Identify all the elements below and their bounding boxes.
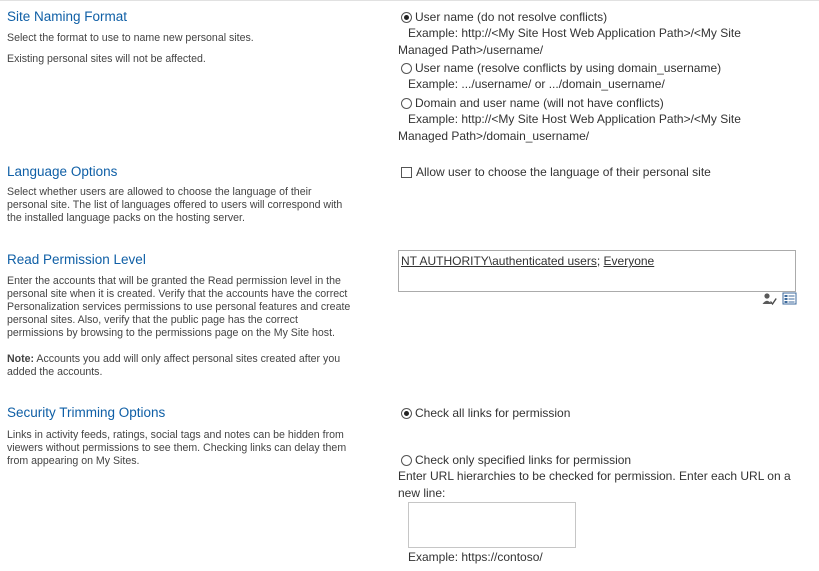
note-label: Note: bbox=[7, 353, 35, 365]
security-desc-2: viewers without permissions to see them. Checking links can delay them bbox=[7, 442, 347, 454]
top-divider bbox=[0, 0, 819, 1]
security-option-all[interactable] bbox=[401, 405, 570, 421]
url-hierarchies-textarea[interactable] bbox=[408, 502, 576, 548]
radio-username-no-resolve[interactable] bbox=[401, 12, 412, 23]
naming-option-domain-user[interactable] bbox=[401, 95, 664, 111]
language-desc-3: the installed language packs on the hosting server. bbox=[7, 212, 245, 224]
allow-language-checkbox[interactable] bbox=[401, 167, 412, 178]
security-trimming-title: Security Trimming Options bbox=[7, 405, 166, 420]
note-text: Accounts you add will only affect personal sites created after you bbox=[34, 353, 341, 365]
naming-option-username-label: User name (do not resolve conflicts) bbox=[415, 10, 608, 24]
naming-example-3-line2: Managed Path>/domain_username/ bbox=[398, 129, 590, 143]
read-permission-desc-5: permissions by browsing to the permissions page on the My Site host. bbox=[7, 327, 335, 339]
site-naming-desc-2: Existing personal sites will not be affected. bbox=[7, 53, 206, 65]
naming-option-username-resolve[interactable] bbox=[401, 60, 721, 76]
naming-option-username[interactable] bbox=[401, 9, 607, 25]
language-desc-2: personal site. The list of languages offered to users will correspond with bbox=[7, 199, 343, 211]
check-names-icon[interactable] bbox=[762, 292, 777, 311]
naming-example-2: Example: .../username/ or .../domain_username/ bbox=[408, 77, 665, 91]
site-naming-desc-1: Select the format to use to name new personal sites. bbox=[7, 32, 254, 44]
read-permission-people-picker[interactable] bbox=[398, 250, 796, 292]
read-permission-note bbox=[7, 353, 387, 366]
naming-example-3-line1: Example: http://<My Site Host Web Application Path>/<My Site bbox=[408, 112, 741, 126]
naming-option-username-resolve-label: User name (resolve conflicts by using domain_username) bbox=[415, 61, 722, 75]
security-desc-3: from appearing on My Sites. bbox=[7, 455, 140, 467]
radio-check-specified-links[interactable] bbox=[401, 455, 412, 466]
site-naming-title: Site Naming Format bbox=[7, 9, 128, 24]
read-permission-desc-4: personal sites. Also, verify that the public page has the correct bbox=[7, 314, 298, 326]
read-permission-desc-3: Personalization services permissions to use personal features and create bbox=[7, 301, 351, 313]
security-example: Example: https://contoso/ bbox=[408, 550, 543, 564]
language-checkbox-row[interactable] bbox=[401, 164, 711, 180]
naming-example-1-line1: Example: http://<My Site Host Web Application Path>/<My Site bbox=[408, 26, 741, 40]
radio-domain-username[interactable] bbox=[401, 98, 412, 109]
security-option-all-label: Check all links for permission bbox=[415, 406, 571, 420]
read-permission-note-2: added the accounts. bbox=[7, 366, 103, 378]
naming-example-1-line2: Managed Path>/username/ bbox=[398, 43, 544, 57]
language-desc-1: Select whether users are allowed to choose the language of their bbox=[7, 186, 312, 198]
address-book-icon[interactable] bbox=[782, 292, 797, 311]
naming-option-domain-user-label: Domain and user name (will not have conflicts) bbox=[415, 96, 664, 110]
security-instructions-2: new line: bbox=[398, 486, 446, 500]
read-permission-desc-2: personal site when it is created. Verify that the accounts have the correct bbox=[7, 288, 348, 300]
radio-username-resolve[interactable] bbox=[401, 63, 412, 74]
radio-check-all-links[interactable] bbox=[401, 408, 412, 419]
read-permission-desc-1: Enter the accounts that will be granted the Read permission level in the bbox=[7, 275, 341, 287]
security-option-specified[interactable] bbox=[401, 452, 631, 468]
security-desc-1: Links in activity feeds, ratings, social tags and notes can be hidden from bbox=[7, 429, 344, 441]
security-instructions-1: Enter URL hierarchies to be checked for permission. Enter each URL on a bbox=[398, 469, 791, 483]
account-entry[interactable]: Everyone bbox=[603, 254, 655, 268]
allow-language-label: Allow user to choose the language of their personal site bbox=[416, 165, 711, 179]
people-picker-entries: NT AUTHORITY\authenticated users; Everyone bbox=[401, 254, 655, 268]
security-option-specified-label: Check only specified links for permission bbox=[415, 453, 632, 467]
account-entry[interactable]: NT AUTHORITY\authenticated users bbox=[401, 254, 597, 268]
language-options-title: Language Options bbox=[7, 164, 118, 179]
read-permission-title: Read Permission Level bbox=[7, 252, 146, 267]
